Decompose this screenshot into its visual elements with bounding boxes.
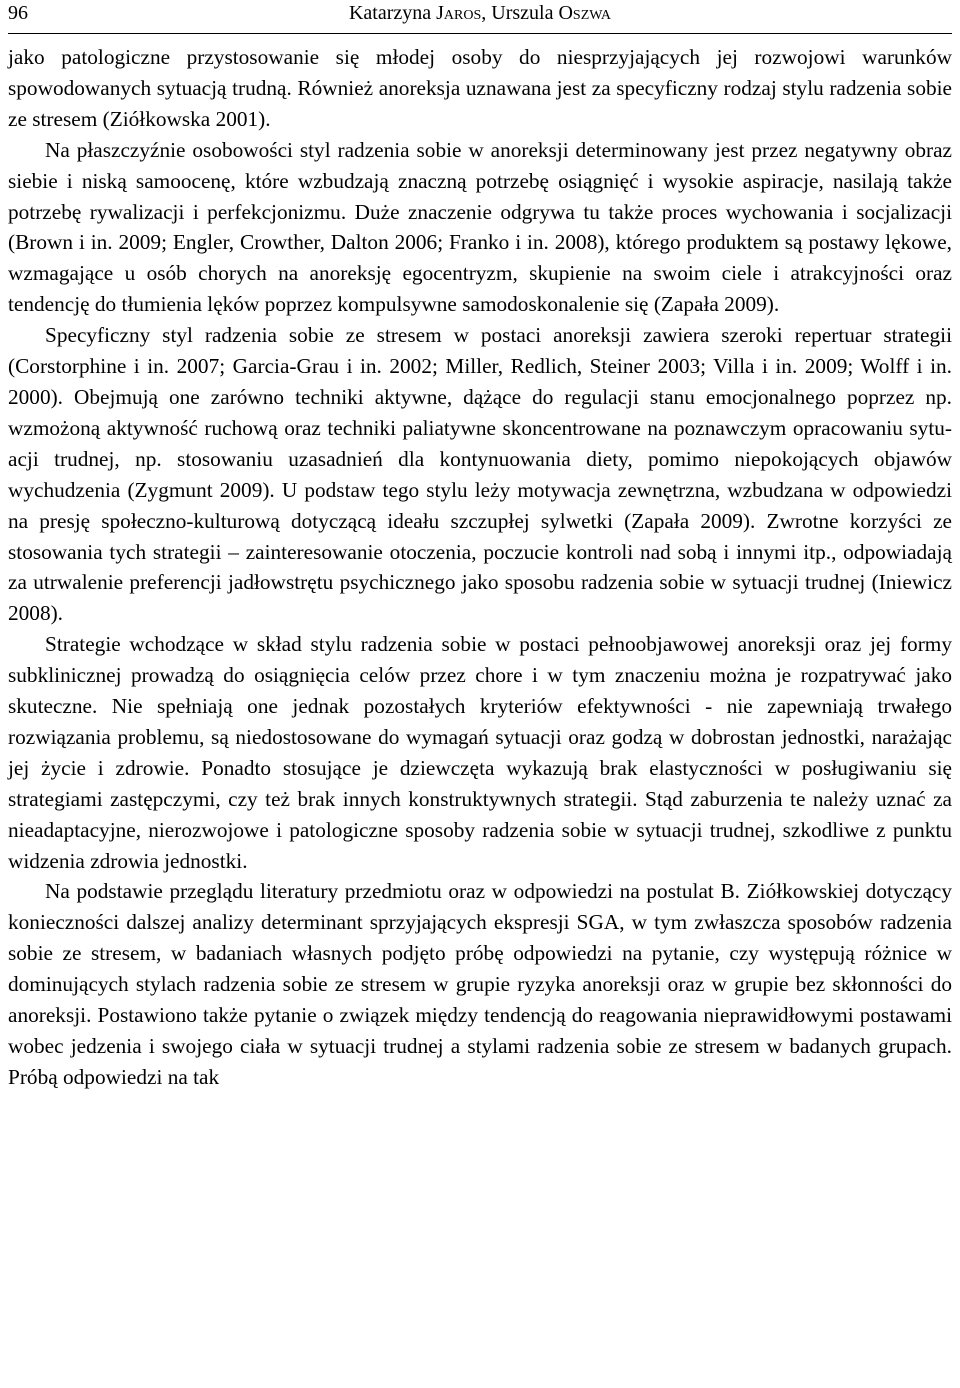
author-1-first-name: Katarzyna [348, 2, 437, 24]
paragraph-5: Na podstawie przeglądu literatury przedmiotu oraz w odpowiedzi na postulat B. Ziółkowskiej dotyczący konieczności dalszej analizy determinant sprzyjających ekspresji SGA, w tym zwłaszcza sposobów radzenia sobie ze stresem, w badaniach własnych podjęto próbę odpowiedzi na pytanie, czy występują różnice w dominujących stylach radzenia sobie ze stresem w grupie ryzyka anoreksji oraz w grupie bez skłonności do anoreksji. Postawiono także pytanie o związek między tendencją do reagowania nieprawidłowymi postawami wobec jedzenia i swojego ciała w sytuacji trudnej a stylami radzenia sobie ze stresem w badanych grupach. Próbą odpowiedzi na tak [8, 879, 952, 1089]
author-separator: , [481, 2, 492, 24]
author-1-last-name: Jaros [436, 2, 482, 24]
header-rule [8, 33, 952, 34]
paragraph-2: Na płaszczyźnie osobowości styl radzenia sobie w anoreksji determinowany jest przez negatywny obraz siebie i niską samoocenę, które wzbudzają znaczną potrzebę osiągnięć i wysokie aspiracje, nasilają także potrzebę rywalizacji i perfekcjonizmu. Duże znaczenie odgrywa tu także proces wychowania i socjalizacji (Brown i in. 2009; Engler, Crowther, Dalton 2006; Franko i in. 2008), którego produktem są postawy lękowe, wzmagające u osób chorych na anoreksję egocentryzm, skupienie na swoim ciele i atrakcyjności oraz tendencję do tłumienia lęków poprzez kompulsywne samodoskonalenie się (Zapała 2009). [8, 137, 952, 317]
page-number: 96 [8, 2, 28, 24]
author-2-first-name: Urszula [491, 2, 559, 24]
running-title [8, 0, 952, 26]
author-2-last-name: Oszwa [558, 2, 612, 24]
running-header [8, 0, 952, 30]
paragraph-4: Strategie wchodzące w skład stylu radzenia sobie w postaci pełnoobjawowej anoreksji oraz jej formy subklinicznej prowadzą do osiągnięcia celów przez chore i w tym znaczeniu można je rozpatrywać jako skuteczne. Nie spełniają one jednak pozostałych kryteriów efektywności - nie zapewniają trwałego rozwiązania problemu, są niedostosowane do wymagań sytuacji oraz godzą w dobrostan jednostki, narażając jej życie i zdrowie. Ponadto stosujące je dziewczęta wykazują brak elastyczności w posługiwaniu się strategiami zastępczymi, czy też brak innych konstruktywnych strategii. Stąd zaburzenia te należy uznać za nieadaptacyjne, nierozwojowe i patologiczne sposoby radzenia sobie w sytuacji trudnej, szkodliwe z punktu widzenia zdrowia jednostki. [8, 632, 952, 873]
paragraph-3: Specyficzny styl radzenia sobie ze stresem w postaci anoreksji zawiera szeroki repertuar strategii (Corstorphine i in. 2007; Garcia-Grau i in. 2002; Miller, Redlich, Steiner 2003; Villa i in. 2009; Wolff i in. 2000). Obejmują one zarówno techniki aktywne, dążące do regulacji stanu emocjonalnego poprzez np. wzmożoną aktywność ruchową oraz techniki paliatywne skoncentrowane na poznawczym opracowaniu sytuacji trudnej, np. stosowaniu uzasadnień dla kontynuowania diety, pomimo niepokojących objawów wychudzenia (Zygmunt 2009). U podstaw tego stylu leży motywacja zewnętrzna, wzbudzana w odpowiedzi na presję społeczno-kulturową dotyczącą ideału szczupłej sylwetki (Zapała 2009). Zwrotne korzyści ze stosowania tych strategii – zainteresowanie otoczenia, poczucie kontroli nad sobą i innymi itp., odpowiadają za utrwalenie preferencji jadłowstrętu psychicznego jako sposobu radzenia sobie w sytuacji trudnej (Iniewicz 2008). [8, 323, 952, 626]
body-text [8, 42, 952, 1093]
document-page [8, 0, 952, 1089]
paragraph-1: jako patologiczne przystosowanie się młodej osoby do niesprzyjających jej rozwojowi warunków spowodowanych sytuacją trudną. Również anoreksja uznawana jest za specyficzny rodzaj stylu radzenia sobie ze stresem (Ziółkowska 2001). [8, 45, 952, 131]
